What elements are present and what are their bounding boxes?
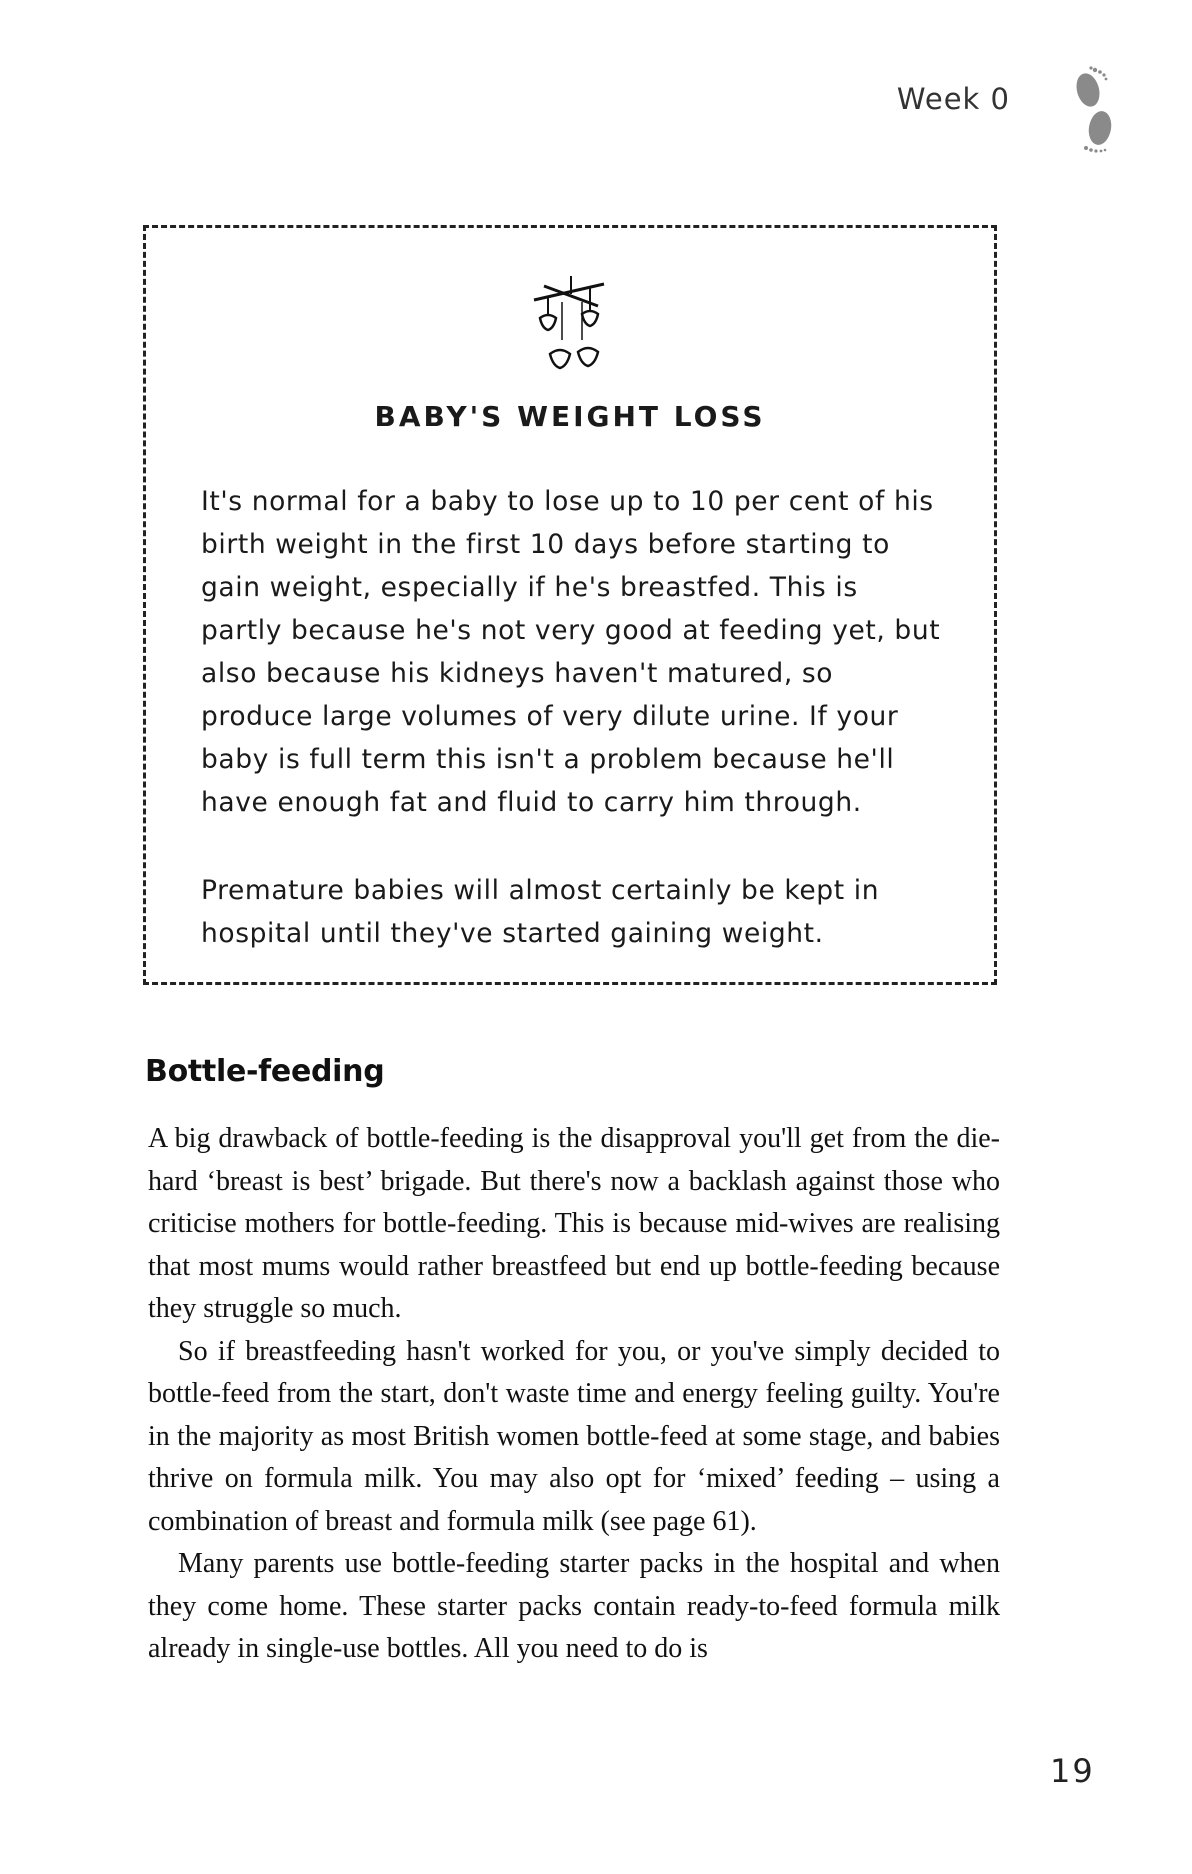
section-heading: Bottle-feeding: [145, 1054, 385, 1089]
page-number: 19: [1050, 1752, 1095, 1790]
body-text: [148, 1118, 1000, 1671]
baby-mobile-icon: [526, 272, 616, 380]
body-paragraph: So if breastfeeding hasn't worked for you, or you've simply decided to bottle-feed from the start, don't waste time and energy feeling guilty. You're in the majority as most British women bottle-feed at some stage, and babies thrive on formula milk. You may also opt for ‘mixed’ feeding – using a combination of breast and formula milk (see page 61).: [148, 1335, 1000, 1537]
sidebar-title: BABY'S WEIGHT LOSS: [374, 400, 766, 433]
running-header: Week 0: [896, 82, 1010, 116]
body-paragraph: A big drawback of bottle-feeding is the disapproval you'll get from the die-hard ‘breast is best’ brigade. But there's now a backlash against those who criticise mothers for bottle-feeding. This is because mid-wives are realising that most mums would rather breastfeed but end up bottle-feeding because they struggle so much.: [148, 1123, 1000, 1324]
body-paragraph: Many parents use bottle-feeding starter packs in the hospital and when they come home. These starter packs contain ready-to-feed formula milk already in single-use bottles. All you need to do is: [148, 1548, 1000, 1664]
sidebar-paragraph: Premature babies will almost certainly be kept in hospital until they've started gaining weight.: [201, 875, 880, 949]
footprint-icon: [1062, 60, 1120, 160]
sidebar-paragraph: It's normal for a baby to lose up to 10 per cent of his birth weight in the first 10 days before starting to gain weight, especially if he's breastfed. This is partly because he's not very good at feeding yet, but also because his kidneys haven't matured, so produce large volumes of very dilute urine. If your baby is full term this isn't a problem because he'll have enough fat and fluid to carry him through.: [201, 486, 941, 818]
